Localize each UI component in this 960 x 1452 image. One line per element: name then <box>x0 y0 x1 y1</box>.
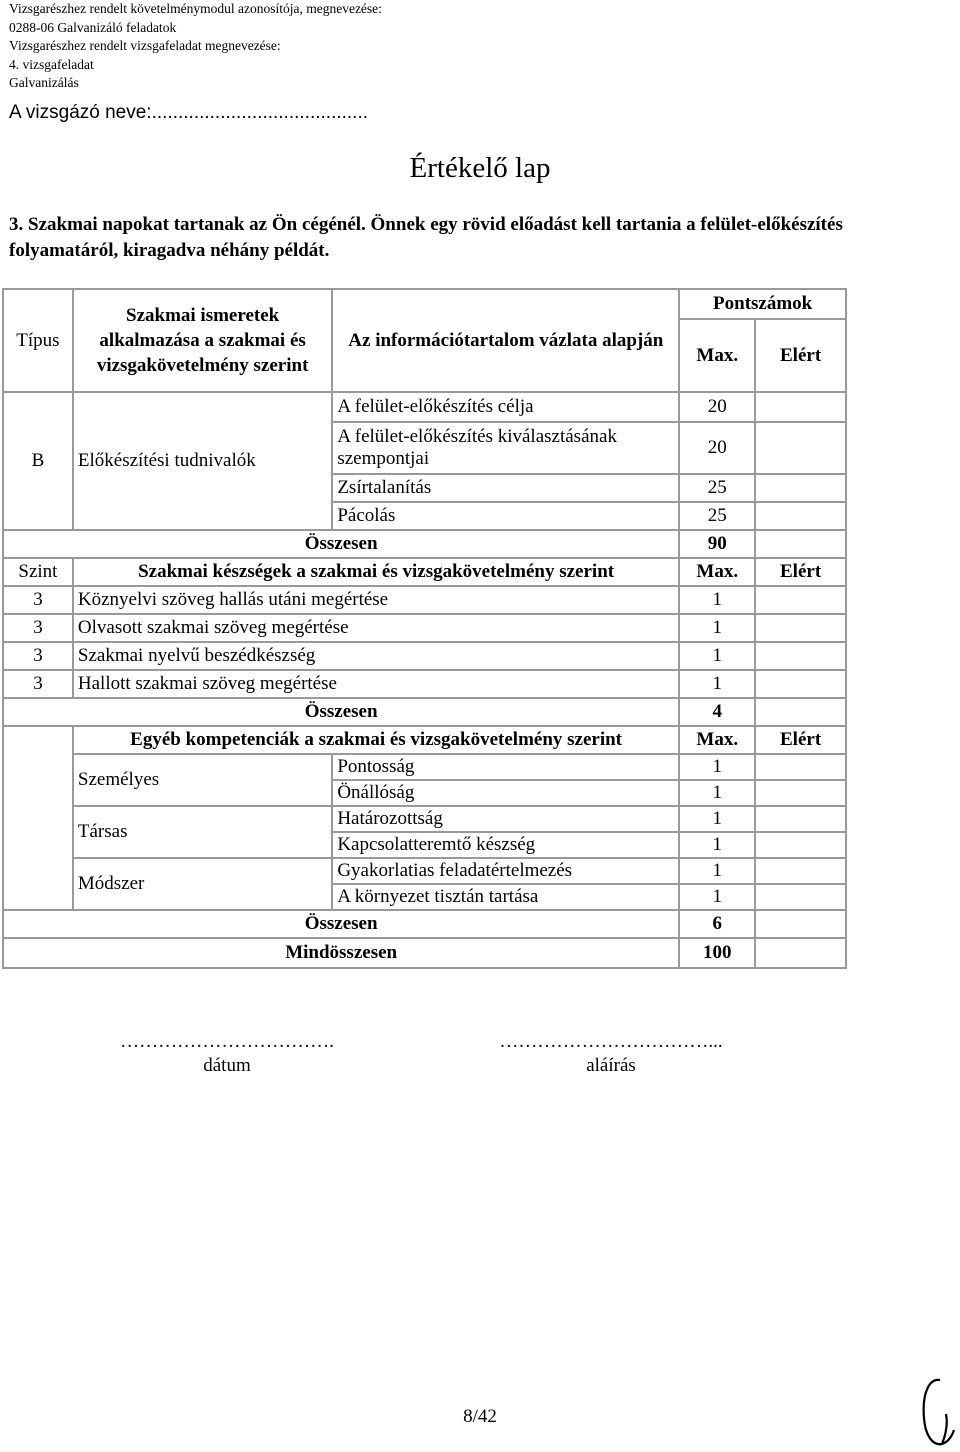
section2-total-label: Összesen <box>3 698 679 726</box>
section2-row-label: Olvasott szakmai szöveg megértése <box>73 614 679 642</box>
section2-row-max: 1 <box>679 670 755 698</box>
evaluation-table <box>2 288 847 969</box>
score-cell[interactable] <box>755 832 846 858</box>
score-cell[interactable] <box>755 422 846 474</box>
competence-group: Személyes <box>73 754 332 806</box>
section1-total-label: Összesen <box>3 530 679 558</box>
page-number: 8/42 <box>463 1406 497 1427</box>
header-line: Galvanizálás <box>9 75 79 91</box>
section2-row-level: 3 <box>3 670 73 698</box>
section1-total: 90 <box>679 530 755 558</box>
score-cell[interactable] <box>755 502 846 530</box>
competence-item: A környezet tisztán tartása <box>332 884 679 910</box>
competence-max: 1 <box>679 806 755 832</box>
section2-total: 4 <box>679 698 755 726</box>
section3-total: 6 <box>679 910 755 938</box>
header-line: Vizsgarészhez rendelt vizsgafeladat megnevezése: <box>9 38 281 54</box>
competence-max: 1 <box>679 832 755 858</box>
header-line: 4. vizsgafeladat <box>9 56 94 72</box>
section2-header: Szakmai készségek a szakmai és vizsgakövetelmény szerint <box>73 558 679 586</box>
section2-row-level: 3 <box>3 614 73 642</box>
score-cell[interactable] <box>755 938 846 968</box>
competence-max: 1 <box>679 858 755 884</box>
section2-max-header: Max. <box>679 558 755 586</box>
section2-row-max: 1 <box>679 586 755 614</box>
score-cell[interactable] <box>755 530 846 558</box>
header-line: 0288-06 Galvanizáló feladatok <box>9 19 177 35</box>
header-line: Vizsgarészhez rendelt követelménymodul azonosítója, megnevezése: <box>9 1 382 16</box>
col-header-achieved: Elért <box>755 319 846 392</box>
score-cell[interactable] <box>755 670 846 698</box>
score-cell[interactable] <box>755 780 846 806</box>
competence-item: Gyakorlatias feladatértelmezés <box>332 858 679 884</box>
signature-label: aláírás <box>586 1055 636 1076</box>
section1-row-max: 25 <box>679 474 755 502</box>
score-cell[interactable] <box>755 754 846 780</box>
date-dots: ……………………………. <box>120 1031 334 1052</box>
candidate-name-label: A vizsgázó neve:......................................... <box>9 102 369 123</box>
competence-group: Társas <box>73 806 332 858</box>
grand-total-label: Mindösszesen <box>3 938 679 968</box>
section2-row-label: Köznyelvi szöveg hallás utáni megértése <box>73 586 679 614</box>
score-cell[interactable] <box>755 910 846 938</box>
col-header-content: Az információtartalom vázlata alapján <box>332 289 679 392</box>
section1-row-max: 20 <box>679 422 755 474</box>
task-description: 3. Szakmai napokat tartanak az Ön cégénél. Önnek egy rövid előadást kell tartania a felület-előkészítés folyamatáról, kiragadva néhány példát. <box>9 214 843 261</box>
score-cell[interactable] <box>755 884 846 910</box>
score-cell[interactable] <box>755 474 846 502</box>
section2-row-label: Szakmai nyelvű beszédkészség <box>73 642 679 670</box>
section3-achieved-header: Elért <box>755 726 846 754</box>
score-cell[interactable] <box>755 586 846 614</box>
section2-row-level: 3 <box>3 586 73 614</box>
score-cell[interactable] <box>755 858 846 884</box>
competence-max: 1 <box>679 754 755 780</box>
section1-type: B <box>3 392 73 530</box>
section2-row-max: 1 <box>679 614 755 642</box>
col-header-max: Max. <box>679 319 755 392</box>
section2-row-max: 1 <box>679 642 755 670</box>
section3-total-label: Összesen <box>3 910 679 938</box>
empty-cell <box>3 726 73 910</box>
signature-dots: ……………………………... <box>499 1031 723 1052</box>
competence-item: Önállóság <box>332 780 679 806</box>
section1-row-label: Pácolás <box>332 502 679 530</box>
signature-block <box>470 1030 752 1078</box>
handwritten-signature <box>918 1374 958 1450</box>
section1-category: Előkészítési tudnivalók <box>73 392 332 530</box>
section2-row-label: Hallott szakmai szöveg megértése <box>73 670 679 698</box>
col-header-tipus: Típus <box>3 289 73 392</box>
competence-max: 1 <box>679 884 755 910</box>
section2-level-header: Szint <box>3 558 73 586</box>
date-block <box>96 1030 358 1078</box>
section1-row-label: A felület-előkészítés kiválasztásának szempontjai <box>332 422 679 474</box>
section2-row-level: 3 <box>3 642 73 670</box>
document-header <box>9 0 382 93</box>
section3-max-header: Max. <box>679 726 755 754</box>
score-cell[interactable] <box>755 642 846 670</box>
section1-row-max: 20 <box>679 392 755 422</box>
page-title: Értékelő lap <box>409 152 551 184</box>
section1-row-label: Zsírtalanítás <box>332 474 679 502</box>
competence-item: Határozottság <box>332 806 679 832</box>
date-label: dátum <box>203 1055 251 1076</box>
score-cell[interactable] <box>755 392 846 422</box>
score-cell[interactable] <box>755 806 846 832</box>
competence-item: Pontosság <box>332 754 679 780</box>
grand-total: 100 <box>679 938 755 968</box>
section1-row-label: A felület-előkészítés célja <box>332 392 679 422</box>
competence-group: Módszer <box>73 858 332 910</box>
score-cell[interactable] <box>755 698 846 726</box>
col-header-knowledge: Szakmai ismeretek alkalmazása a szakmai és vizsgakövetelmény szerint <box>73 289 332 392</box>
competence-item: Kapcsolatteremtő készség <box>332 832 679 858</box>
score-cell[interactable] <box>755 614 846 642</box>
section2-achieved-header: Elért <box>755 558 846 586</box>
col-header-points: Pontszámok <box>679 289 846 319</box>
section1-row-max: 25 <box>679 502 755 530</box>
competence-max: 1 <box>679 780 755 806</box>
section3-header: Egyéb kompetenciák a szakmai és vizsgakövetelmény szerint <box>73 726 679 754</box>
